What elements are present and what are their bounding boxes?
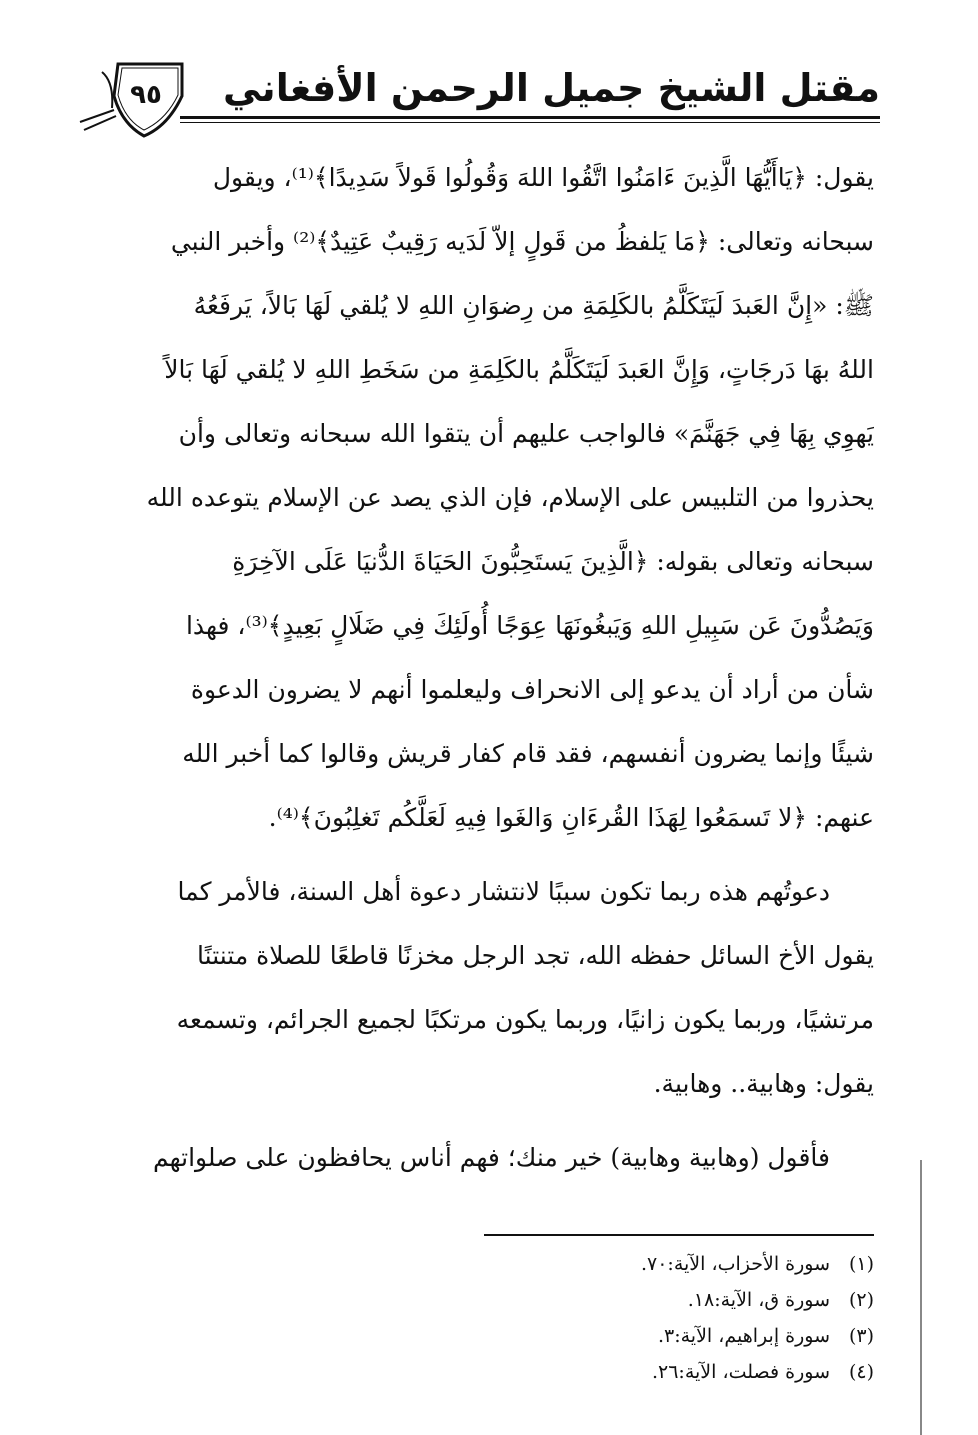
text-line: فأقول (وهابية وهابية) خير منك؛ فهم أناس يحافظون على صلواتهم: [152, 1143, 830, 1172]
text-line: عنهم: ﴿لا تَسمَعُوا لِهَذَا القُرءَانِ وَالغَوا فِيهِ لَعَلَّكُم تَغلِبُونَ﴾⁽⁴⁾.: [268, 803, 874, 832]
page-header: [70, 52, 880, 132]
footnote-text: سورة إبراهيم، الآية:٣.: [657, 1325, 830, 1347]
scan-edge-mark: [920, 1160, 922, 1435]
text-line: اللهُ بهَا دَرجَاتٍ، وَإِنَّ العَبدَ لَيَتَكَلَّمُ بالكَلِمَةِ من سَخَطِ اللهِ لا يُلقي لَهَا بَالاً: [164, 355, 874, 384]
text-line: سبحانه وتعالى: ﴿مَا يَلفظُ من قَولٍ إلاّ لَدَيه رَقِيبٌ عَتِيدٌ﴾⁽²⁾ وأخبر النبي: [170, 227, 874, 256]
text-line: يَهوِي بِهَا فِي جَهَنَّمَ» فالواجب عليهم أن يتقوا الله سبحانه وتعالى وأن: [178, 419, 874, 448]
footnote-item: [484, 1246, 874, 1282]
text-line: وَيَصُدُّونَ عَن سَبِيلِ اللهِ وَيَبغُونَهَا عِوَجًا أُولَئِكَ فِي ضَلَالٍ بَعِيدٍ﴾⁽³⁾، فهذا: [185, 611, 874, 640]
footnote-number: (٤): [848, 1361, 874, 1383]
footnote-item: [484, 1354, 874, 1390]
footnote-number: (١): [848, 1253, 874, 1275]
header-rule: [180, 116, 880, 123]
paragraph-gap: [92, 850, 874, 860]
text-line: دعوتُهم هذه ربما تكون سببًا لانتشار دعوة أهل السنة، فالأمر كما: [177, 877, 830, 906]
main-text: [92, 146, 874, 1190]
text-line: يحذروا من التلبيس على الإسلام، فإن الذي يصد عن الإسلام يتوعده الله: [146, 483, 874, 512]
footnote-item: [484, 1318, 874, 1354]
footnote-number: (٣): [848, 1325, 874, 1347]
text-line: شيئًا وإنما يضرون أنفسهم، فقد قام كفار قريش وقالوا كما أخبر الله: [182, 739, 874, 768]
footnote-text: سورة الأحزاب، الآية:٧٠.: [640, 1253, 830, 1275]
text-line: يقول: ﴿يَاأَيُّهَا الَّذِينَ ءَامَنُوا اتَّقُوا اللهَ وَقُولُوا قَولاً سَدِيدًا﴾⁽¹⁾، ويقول: [212, 163, 874, 192]
footnote-rule: [484, 1234, 874, 1236]
text-line: سبحانه وتعالى بقوله: ﴿الَّذِينَ يَستَحِبُّونَ الحَيَاةَ الدُّنيَا عَلَى الآخِرَةِ: [232, 547, 874, 576]
footnote-text: سورة فصلت، الآية:٢٦.: [651, 1361, 830, 1383]
running-title: مقتل الشيخ جميل الرحمن الأفغاني: [222, 66, 880, 110]
footnote-text: سورة ق، الآية:١٨.: [687, 1289, 830, 1311]
text-line: شأن من أراد أن يدعو إلى الانحراف وليعلموا أنهم لا يضرون الدعوة: [190, 675, 874, 704]
footnotes: [484, 1234, 874, 1390]
text-line: يقول الأخ السائل حفظه الله، تجد الرجل مخزنًا قاطعًا للصلاة متنتنًا: [197, 941, 874, 970]
text-line: ﷺ: «إِنَّ العَبدَ لَيَتَكَلَّمُ بالكَلِمَةِ من رِضوَانِ اللهِ لا يُلقي لَهَا بَالاً، يَرفَعُهُ: [193, 291, 874, 320]
text-line: مرتشيًا، وربما يكون زانيًا، وربما يكون مرتكبًا لجميع الجرائم، وتسمعه: [176, 1005, 874, 1034]
footnote-number: (٢): [848, 1289, 874, 1311]
text-line: يقول: وهابية.. وهابية.: [653, 1069, 874, 1098]
page-number: ٩٥: [130, 80, 162, 110]
paragraph-gap: [92, 1116, 874, 1126]
footnote-item: [484, 1282, 874, 1318]
